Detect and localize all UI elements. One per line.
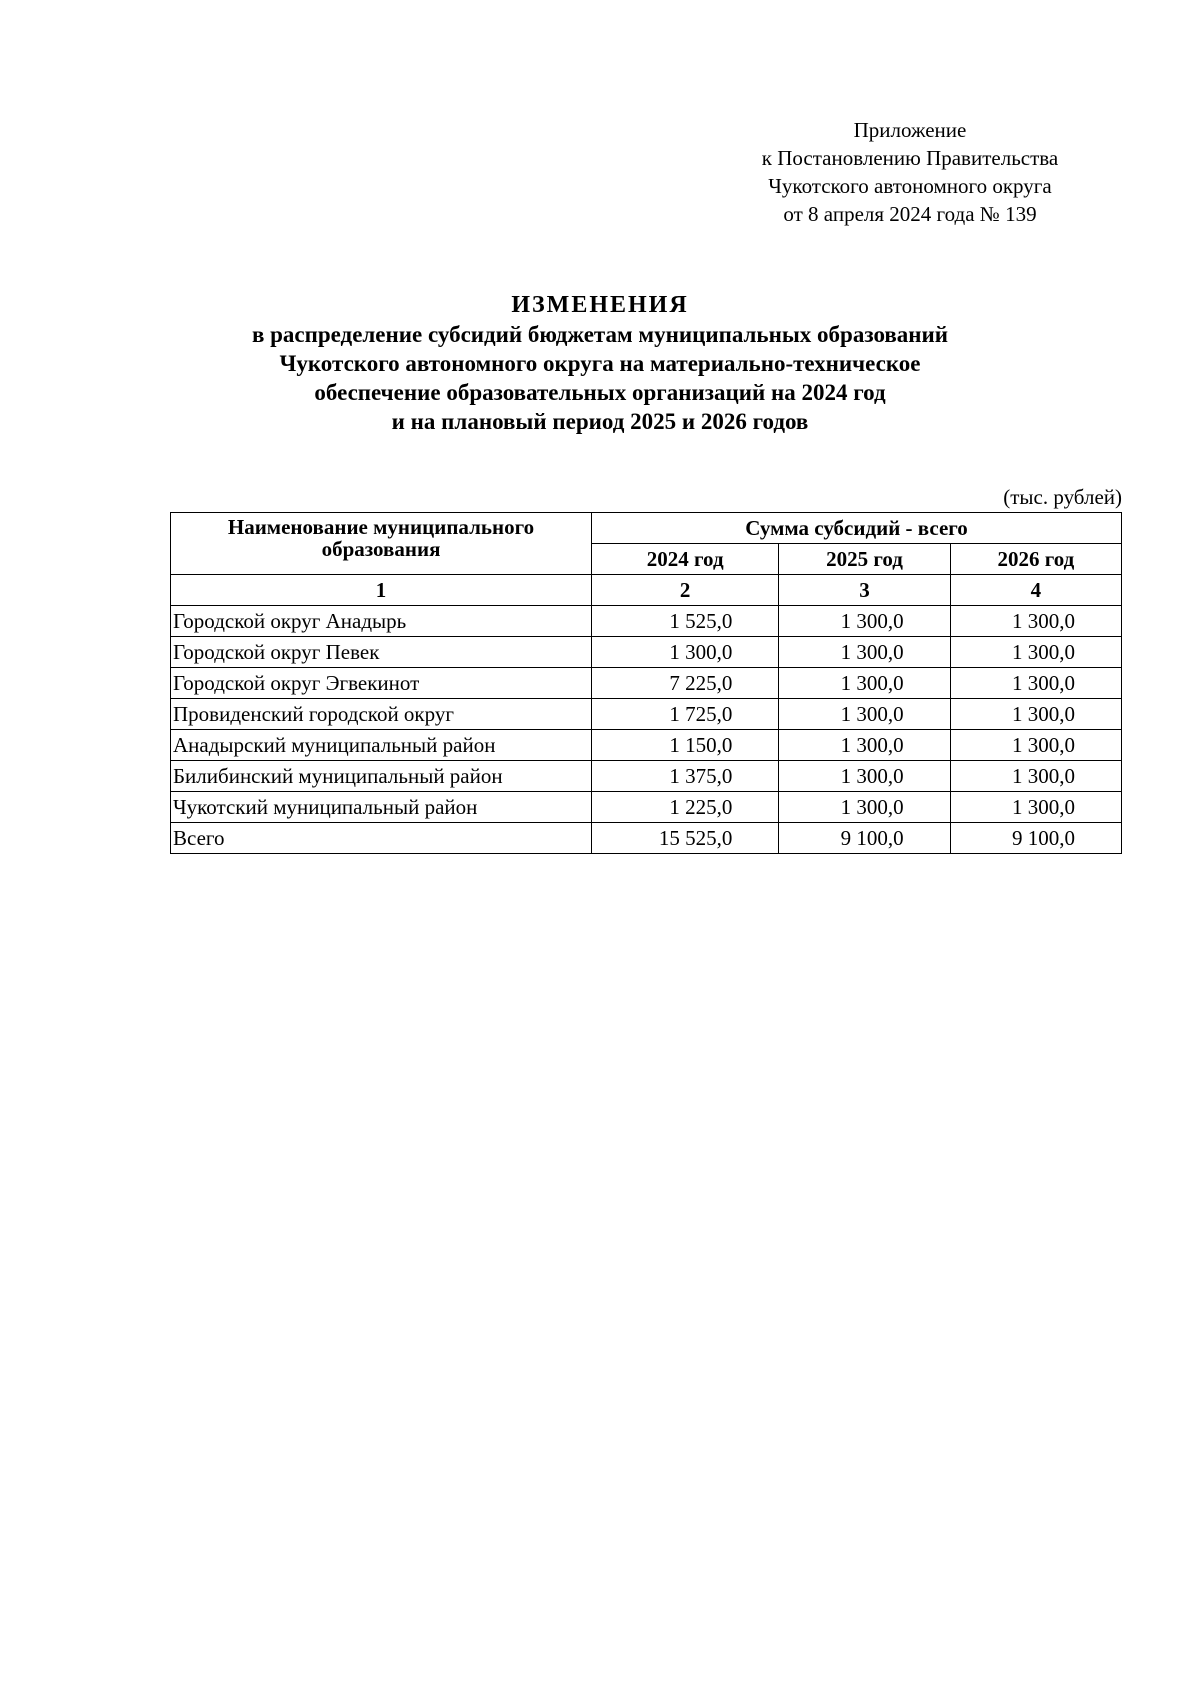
row-value: 1 150,0: [592, 730, 779, 761]
index-cell: 3: [779, 575, 950, 606]
row-value: 1 300,0: [950, 668, 1121, 699]
row-value: 1 300,0: [950, 730, 1121, 761]
header-name: Наименование муниципального образования: [171, 513, 592, 575]
row-value: 1 300,0: [779, 637, 950, 668]
total-value: 15 525,0: [592, 823, 779, 854]
row-value: 1 300,0: [950, 637, 1121, 668]
units-label: (тыс. рублей): [1003, 485, 1122, 509]
index-row: [171, 575, 1122, 606]
row-name: Анадырский муниципальный район: [171, 730, 592, 761]
table-row: [171, 699, 1122, 730]
row-value: 1 300,0: [779, 699, 950, 730]
row-value: 1 300,0: [779, 606, 950, 637]
row-value: 1 300,0: [950, 699, 1121, 730]
row-value: 1 300,0: [779, 730, 950, 761]
appendix-line: от 8 апреля 2024 года № 139: [783, 202, 1037, 226]
row-value: 1 300,0: [779, 668, 950, 699]
total-label: Всего: [171, 823, 592, 854]
table-row: [171, 761, 1122, 792]
appendix-line: к Постановлению Правительства: [761, 146, 1059, 170]
table-row: [171, 637, 1122, 668]
appendix-line: Приложение: [853, 118, 967, 142]
row-value: 1 300,0: [950, 792, 1121, 823]
total-row: [171, 823, 1122, 854]
header-year: 2026 год: [950, 544, 1121, 575]
header-year: 2024 год: [592, 544, 779, 575]
row-name: Билибинский муниципальный район: [171, 761, 592, 792]
row-value: 1 300,0: [779, 761, 950, 792]
index-cell: 2: [592, 575, 779, 606]
row-value: 1 225,0: [592, 792, 779, 823]
table-row: [171, 730, 1122, 761]
appendix-block: [700, 116, 1120, 228]
row-value: 1 300,0: [950, 606, 1121, 637]
appendix-line: Чукотского автономного округа: [768, 174, 1052, 198]
header-sum: Сумма субсидий - всего: [592, 513, 1122, 544]
subsidies-table: [170, 512, 1122, 854]
title-line: в распределение субсидий бюджетам муниципальных образований: [251, 322, 949, 347]
row-value: 7 225,0: [592, 668, 779, 699]
header-year: 2025 год: [779, 544, 950, 575]
index-cell: 1: [171, 575, 592, 606]
table-row: [171, 792, 1122, 823]
title-main: ИЗМЕНЕНИЯ: [511, 292, 689, 318]
index-cell: 4: [950, 575, 1121, 606]
row-value: 1 300,0: [950, 761, 1121, 792]
total-value: 9 100,0: [779, 823, 950, 854]
row-value: 1 300,0: [779, 792, 950, 823]
row-name: Городской округ Анадырь: [171, 606, 592, 637]
row-name: Городской округ Певек: [171, 637, 592, 668]
table-row: [171, 668, 1122, 699]
title-line: Чукотского автономного округа на материально-техническое: [279, 351, 921, 376]
row-value: 1 300,0: [592, 637, 779, 668]
row-name: Провиденский городской округ: [171, 699, 592, 730]
title-line: и на плановый период 2025 и 2026 годов: [391, 409, 809, 434]
row-name: Чукотский муниципальный район: [171, 792, 592, 823]
row-value: 1 725,0: [592, 699, 779, 730]
row-value: 1 375,0: [592, 761, 779, 792]
title-line: обеспечение образовательных организаций на 2024 год: [314, 380, 886, 405]
document-title: [150, 290, 1050, 436]
row-name: Городской округ Эгвекинот: [171, 668, 592, 699]
row-value: 1 525,0: [592, 606, 779, 637]
total-value: 9 100,0: [950, 823, 1121, 854]
table-row: [171, 606, 1122, 637]
